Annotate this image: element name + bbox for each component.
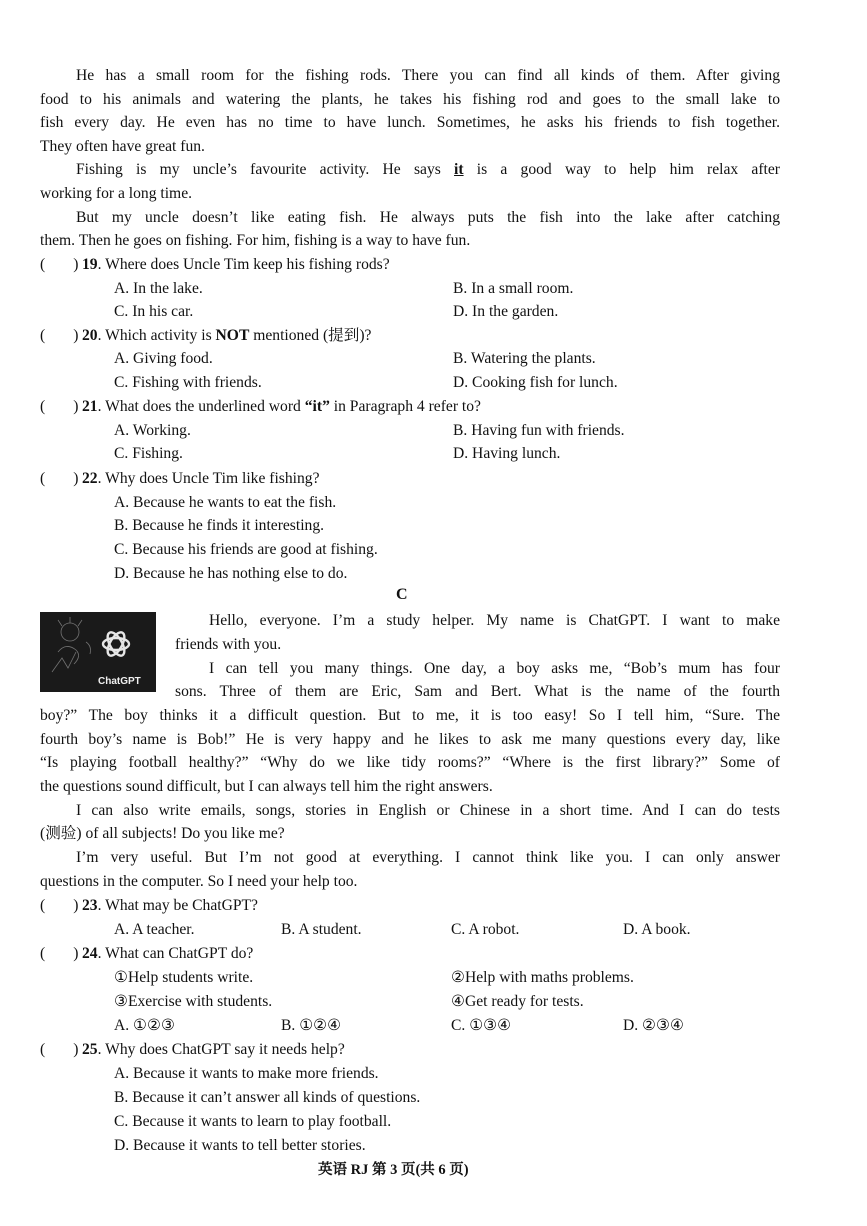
passage-c-line: I can also write emails, songs, stories in English or Chinese in a short time. And I can do tests bbox=[76, 802, 780, 819]
option-b: B. Having fun with friends. bbox=[453, 422, 625, 439]
passage-line: fish every day. He even has no time to have lunch. Sometimes, he asks his friends to fish together. bbox=[40, 114, 780, 131]
chatgpt-logo-icon bbox=[40, 612, 156, 692]
option-d: D. Cooking fish for lunch. bbox=[453, 374, 618, 391]
passage-c-line: “Is playing football healthy?” “Why do we like tidy rooms?” “Where is the first library?” Some of bbox=[40, 754, 780, 771]
passage-line: But my uncle doesn’t like eating fish. He always puts the fish into the lake after catching bbox=[76, 209, 780, 226]
option-c: C. A robot. bbox=[451, 921, 520, 938]
option-a: A. Because it wants to make more friends. bbox=[114, 1065, 379, 1082]
passage-line: them. Then he goes on fishing. For him, fishing is a way to have fun. bbox=[40, 232, 471, 249]
choice-item: ④Get ready for tests. bbox=[451, 993, 584, 1010]
option-d: D. ②③④ bbox=[623, 1017, 684, 1034]
question-24: ( ) 24. What can ChatGPT do? bbox=[40, 945, 254, 962]
passage-line: working for a long time. bbox=[40, 185, 193, 202]
question-21: ( ) 21. What does the underlined word “it” in Paragraph 4 refer to? bbox=[40, 398, 481, 415]
option-b: B. In a small room. bbox=[453, 280, 574, 297]
passage-c-line: (测验) of all subjects! Do you like me? bbox=[40, 825, 285, 842]
option-d: D. Because it wants to tell better stories. bbox=[114, 1137, 366, 1154]
passage-c-line: friends with you. bbox=[175, 636, 282, 653]
option-a: A. Because he wants to eat the fish. bbox=[114, 494, 337, 511]
option-c: C. Fishing. bbox=[114, 445, 183, 462]
passage-c-line: questions in the computer. So I need your help too. bbox=[40, 873, 358, 890]
option-c: C. Fishing with friends. bbox=[114, 374, 262, 391]
option-a: A. A teacher. bbox=[114, 921, 195, 938]
option-b: B. Watering the plants. bbox=[453, 350, 596, 367]
question-25: ( ) 25. Why does ChatGPT say it needs help? bbox=[40, 1041, 345, 1058]
question-20: ( ) 20. Which activity is NOT mentioned (提到)? bbox=[40, 327, 372, 344]
page-footer: 英语 RJ 第 3 页(共 6 页) bbox=[318, 1162, 469, 1178]
option-b: B. A student. bbox=[281, 921, 362, 938]
passage-c-line: fourth boy’s name is Bob!” He is very happy and he likes to ask me many questions every day, like bbox=[40, 731, 780, 748]
passage-c-line: I can tell you many things. One day, a boy asks me, “Bob’s mum has four bbox=[209, 660, 780, 677]
passage-line: He has a small room for the fishing rods. There you can find all kinds of them. After giving bbox=[76, 67, 780, 84]
passage-c-line: boy?” The boy thinks it a difficult question. But to me, it is too easy! So I tell him, “Sure. The bbox=[40, 707, 780, 724]
underlined-word: it bbox=[454, 161, 464, 178]
option-a: A. In the lake. bbox=[114, 280, 203, 297]
question-23: ( ) 23. What may be ChatGPT? bbox=[40, 897, 258, 914]
option-a: A. Working. bbox=[114, 422, 191, 439]
option-c: C. Because it wants to learn to play football. bbox=[114, 1113, 392, 1130]
passage-c-line: the questions sound difficult, but I can always tell him the right answers. bbox=[40, 778, 493, 795]
option-b: B. ①②④ bbox=[281, 1017, 342, 1034]
choice-item: ①Help students write. bbox=[114, 969, 254, 986]
option-a: A. Giving food. bbox=[114, 350, 213, 367]
section-label: C bbox=[396, 586, 408, 603]
option-b: B. Because it can’t answer all kinds of questions. bbox=[114, 1089, 421, 1106]
option-d: D. Because he has nothing else to do. bbox=[114, 565, 348, 582]
chatgpt-caption: ChatGPT bbox=[98, 676, 141, 687]
option-d: D. Having lunch. bbox=[453, 445, 561, 462]
passage-line: They often have great fun. bbox=[40, 138, 205, 155]
passage-c-line: I’m very useful. But I’m not good at everything. I cannot think like you. I can only answer bbox=[76, 849, 780, 866]
passage-line-underlined: Fishing is my uncle’s favourite activity. He says it is a good way to help him relax after bbox=[76, 161, 780, 178]
option-c: C. ①③④ bbox=[451, 1017, 512, 1034]
question-22: ( ) 22. Why does Uncle Tim like fishing? bbox=[40, 470, 320, 487]
option-b: B. Because he finds it interesting. bbox=[114, 517, 325, 534]
option-c: C. In his car. bbox=[114, 303, 194, 320]
chatgpt-image bbox=[40, 612, 156, 692]
passage-line: food to his animals and watering the plants, he takes his fishing rod and goes to the small lake to bbox=[40, 91, 780, 108]
choice-item: ③Exercise with students. bbox=[114, 993, 273, 1010]
option-d: D. In the garden. bbox=[453, 303, 559, 320]
question-19: ( ) 19. Where does Uncle Tim keep his fishing rods? bbox=[40, 256, 390, 273]
choice-item: ②Help with maths problems. bbox=[451, 969, 634, 986]
passage-c-line: sons. Three of them are Eric, Sam and Bert. What is the name of the fourth bbox=[175, 683, 780, 700]
option-d: D. A book. bbox=[623, 921, 691, 938]
option-a: A. ①②③ bbox=[114, 1017, 175, 1034]
passage-c-line: Hello, everyone. I’m a study helper. My name is ChatGPT. I want to make bbox=[209, 612, 780, 629]
option-c: C. Because his friends are good at fishing. bbox=[114, 541, 378, 558]
